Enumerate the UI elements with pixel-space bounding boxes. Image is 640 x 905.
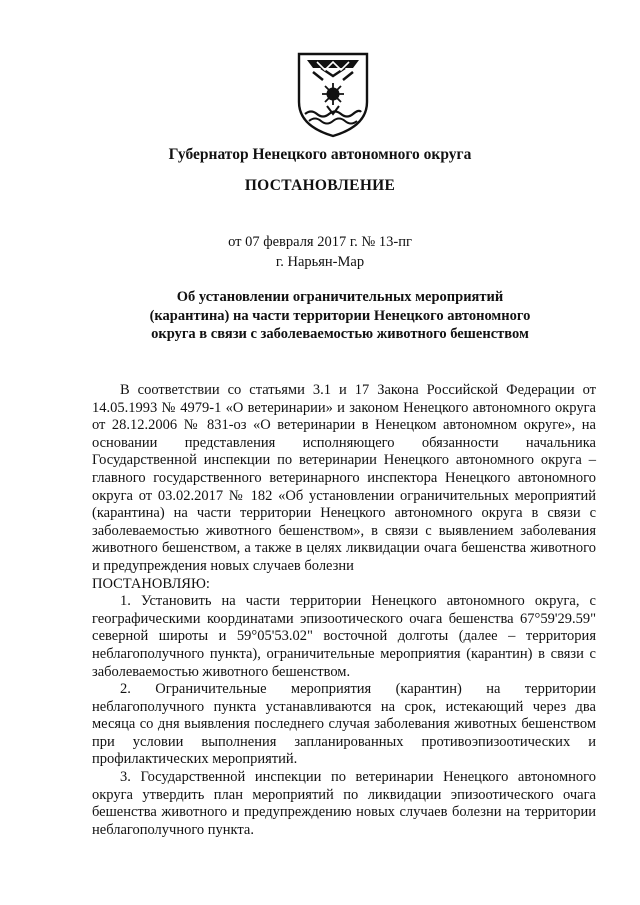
date-and-number: от 07 февраля 2017 г. № 13-пг	[228, 234, 412, 250]
preamble-paragraph: В соответствии со статьями 3.1 и 17 Закона Российской Федерации от 14.05.1993 № 4979-1 «О ветеринарии» и законом Ненецкого автономного округа от 28.12.2006 № 831-оз «О ветеринарии в Ненецком автономном округе», на основании представления исполняющего обязанности начальника Государственной инспекции по ветеринарии Ненецкого автономного округа – главного государственного ветеринарного инспектора Ненецкого автономного округа от 03.02.2017 № 182 «Об установлении ограничительных мероприятий (карантина) на части территории Ненецкого автономного округа в связи с заболеваемостью животного бешенством», в связи с выявлением заболевания животного бешенством, а также в целях ликвидации очага бешенства животного и предупреждения новых случаев болезни	[92, 382, 596, 574]
decree-word: ПОСТАНОВЛЯЮ:	[92, 575, 210, 592]
city: г. Нарьян-Мар	[275, 254, 365, 270]
coat-of-arms-icon	[295, 50, 371, 138]
document-title: Об установлении ограничительных мероприятий (карантина) на части территории Ненецкого автономного округа в связи с заболеваемостью животного бешенством	[149, 289, 531, 342]
document-body	[92, 382, 596, 839]
item-paragraph-1: 1. Установить на части территории Ненецкого автономного округа, с географическими координатами эпизоотического очага бешенства 67°59'29.59" северной широты и 59°05'53.02" восточной долготы (далее – территория неблагополучного пункта), ограничительные мероприятия (карантин) в связи с заболеваемостью животного бешенством.	[92, 593, 596, 680]
item-paragraph-3: 3. Государственной инспекции по ветеринарии Ненецкого автономного округа утвердить план мероприятий по ликвидации эпизоотического очага бешенства животного и предупреждению новых случаев болезни на территории неблагополучного пункта.	[92, 769, 596, 838]
issuer-title: Губернатор Ненецкого автономного округа	[168, 146, 472, 163]
item-paragraph-2: 2. Ограничительные мероприятия (карантин) на территории неблагополучного пункта устанавливаются на срок, истекающий через два месяца со дня выявления последнего случая заболевания животных бешенством при условии выполнения запланированных противоэпизоотических и профилактических мероприятий.	[92, 681, 596, 768]
document-type: ПОСТАНОВЛЕНИЕ	[244, 177, 396, 194]
